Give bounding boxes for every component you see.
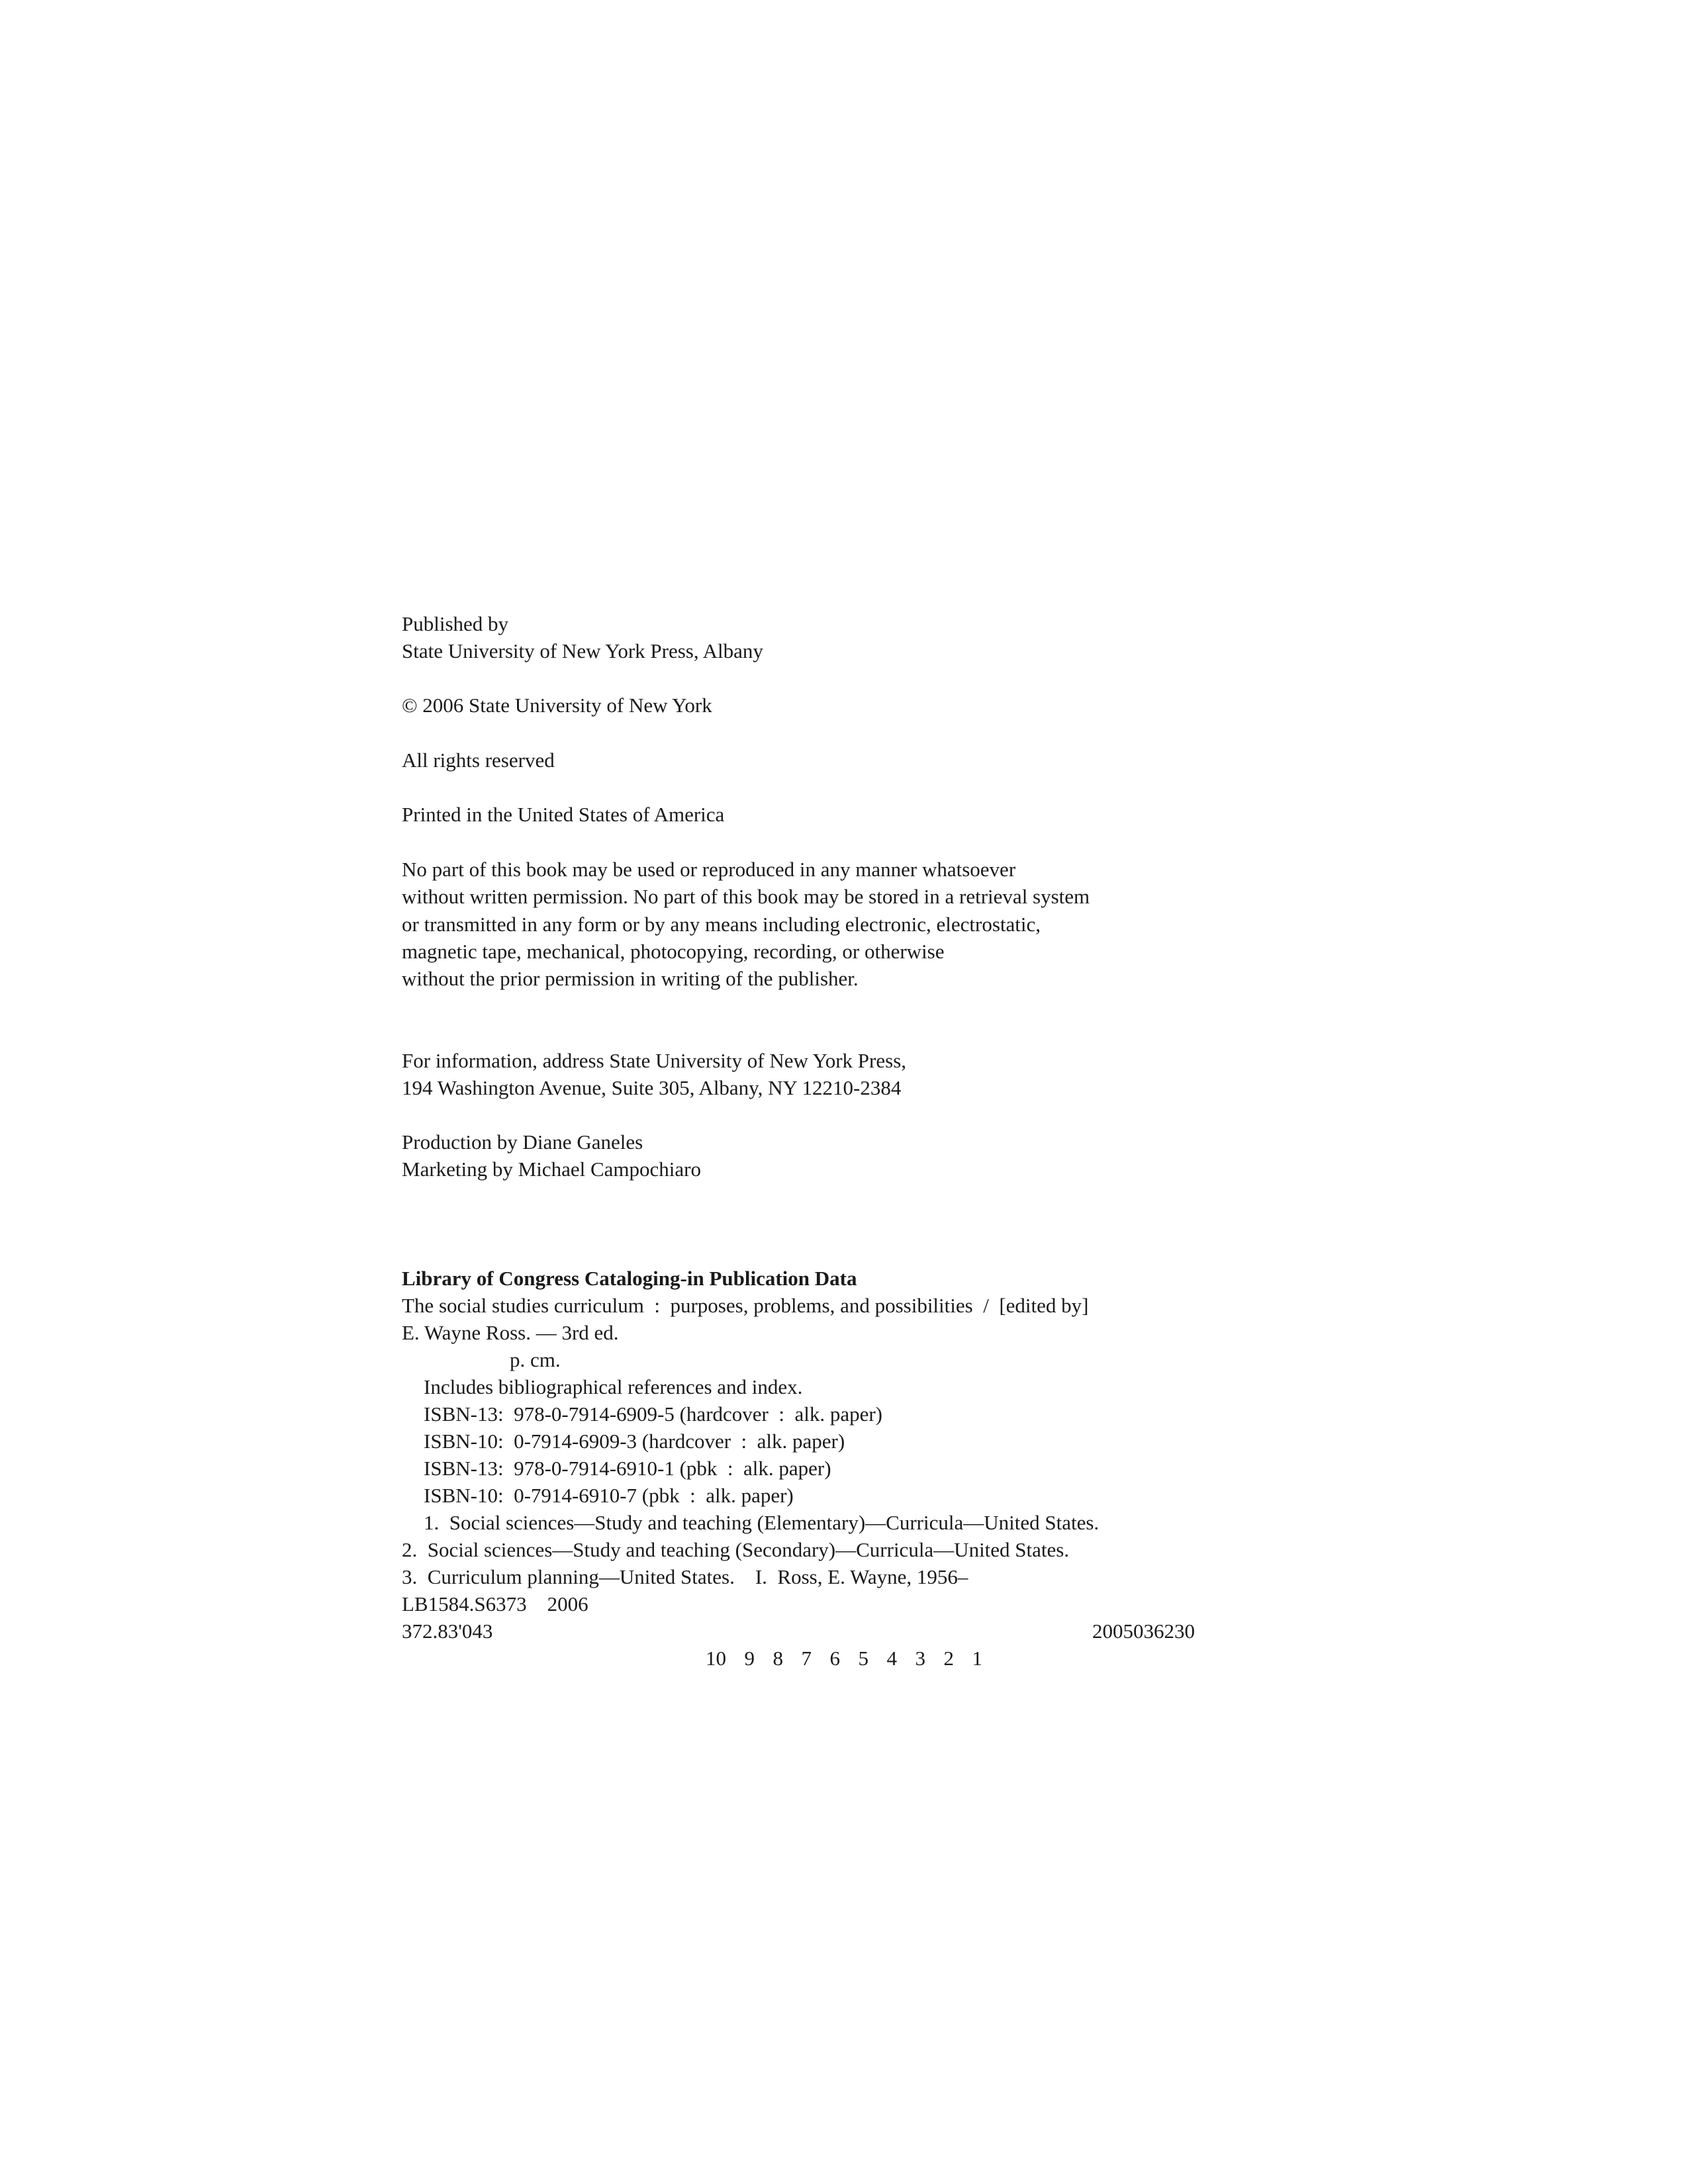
permission-line: magnetic tape, mechanical, photocopying, recording, or otherwise [402,940,945,963]
cip-subject: 3. Curriculum planning—United States. I. Ross, E. Wayne, 1956– [402,1565,968,1588]
print-line: 10 9 8 7 6 5 4 3 2 1 [706,1647,982,1670]
permission-line: without the prior permission in writing of the publisher. [402,967,859,990]
permission-line: or transmitted in any form or by any means including electronic, electrostatic, [402,913,1041,936]
cip-line: p. cm. [510,1348,561,1371]
cip-lccn: 2005036230 [1092,1619,1195,1643]
information-line: 194 Washington Avenue, Suite 305, Albany, NY 12210-2384 [402,1076,902,1099]
publisher-name: State University of New York Press, Albany [402,639,763,662]
cip-isbn: ISBN-13: 978-0-7914-6909-5 (hardcover : alk. paper) [424,1402,883,1426]
cip-isbn: ISBN-10: 0-7914-6909-3 (hardcover : alk. paper) [424,1430,845,1453]
permission-line: No part of this book may be used or reproduced in any manner whatsoever [402,858,1016,881]
cip-line: The social studies curriculum : purposes, problems, and possibilities / [edited by] [402,1294,1089,1317]
cip-isbn: ISBN-10: 0-7914-6910-7 (pbk : alk. paper) [424,1484,794,1507]
printed-in: Printed in the United States of America [402,803,725,826]
rights-reserved: All rights reserved [402,749,555,772]
permission-line: without written permission. No part of this book may be stored in a retrieval system [402,885,1090,908]
production-credit: Production by Diane Ganeles [402,1130,643,1154]
cip-isbn: ISBN-13: 978-0-7914-6910-1 (pbk : alk. paper) [424,1457,831,1480]
cip-dewey: 372.83'043 [402,1619,493,1643]
cip-heading: Library of Congress Cataloging-in Publication Data [402,1267,857,1290]
cip-subject: 2. Social sciences—Study and teaching (Secondary)—Curricula—United States. [402,1538,1070,1561]
cip-call-number: LB1584.S6373 2006 [402,1592,588,1615]
copyright-notice: © 2006 State University of New York [402,694,712,717]
marketing-credit: Marketing by Michael Campochiaro [402,1158,701,1181]
published-by: Published by [402,612,509,635]
cip-line: E. Wayne Ross. — 3rd ed. [402,1321,619,1344]
information-line: For information, address State University of New York Press, [402,1049,907,1072]
cip-line: Includes bibliographical references and index. [424,1375,803,1398]
cip-subject: 1. Social sciences—Study and teaching (Elementary)—Curricula—United States. [424,1511,1100,1534]
